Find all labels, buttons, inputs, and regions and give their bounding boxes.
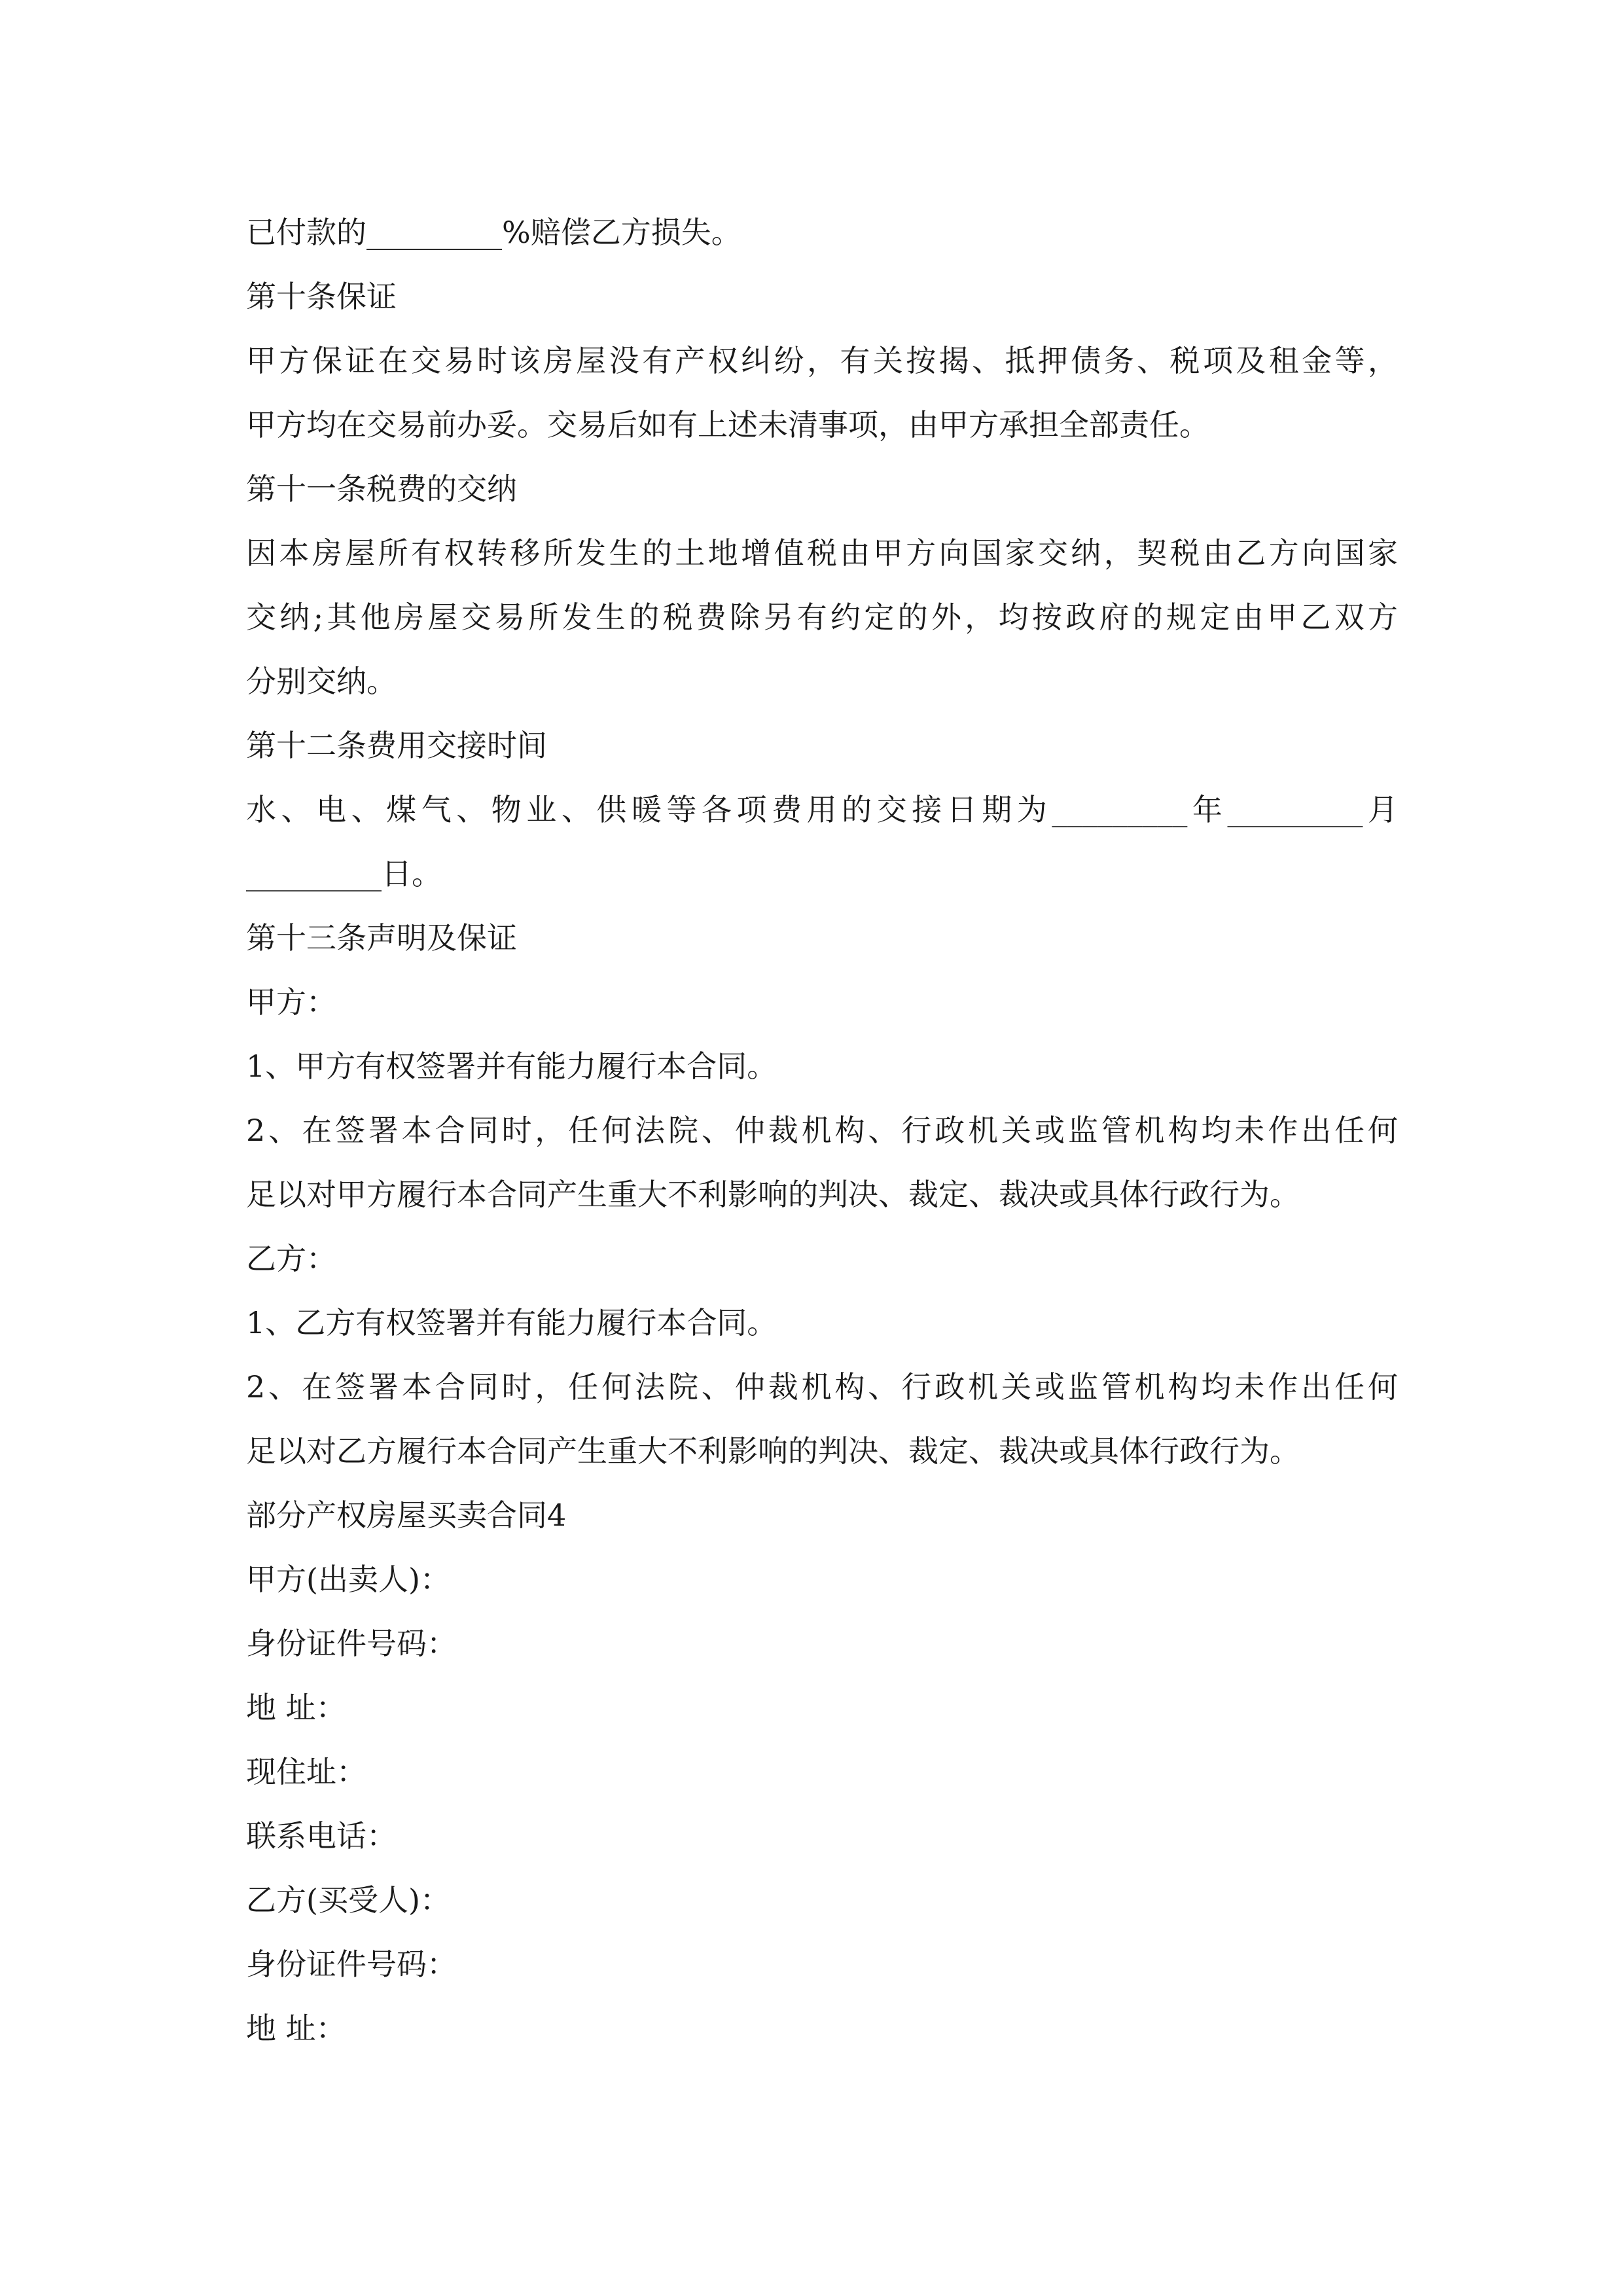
document-body [246, 200, 1398, 2060]
form-field-label: 乙方(买受人)： [246, 1882, 450, 1918]
section-heading: 第十二条费用交接时间 [246, 728, 547, 763]
text-line: 足以对甲方履行本合同产生重大不利影响的判决、裁定、裁决或具体行政行为。 [246, 1177, 1300, 1212]
section-heading: 第十一条税费的交纳 [246, 471, 517, 507]
form-field-label: 甲方(出卖人)： [246, 1562, 450, 1597]
section-heading: 第十条保证 [246, 279, 397, 314]
form-field-label: 地 址： [246, 1690, 346, 1725]
text-line: 已付款的_________%赔偿乙方损失。 [246, 215, 741, 250]
text-line: 甲方均在交易前办妥。交易后如有上述未清事项，由甲方承担全部责任。 [246, 407, 1209, 442]
text-line: 交纳;其他房屋交易所发生的税费除另有约定的外，均按政府的规定由甲乙双方 [246, 600, 1398, 635]
party-label: 甲方： [246, 984, 336, 1020]
text-line: 甲方保证在交易时该房屋没有产权纠纷，有关按揭、抵押债务、税项及租金等， [246, 343, 1398, 378]
text-line: 分别交纳。 [246, 664, 397, 699]
contract-title: 部分产权房屋买卖合同4 [246, 1498, 567, 1533]
text-line: 足以对乙方履行本合同产生重大不利影响的判决、裁定、裁决或具体行政行为。 [246, 1433, 1300, 1469]
form-field-label: 身份证件号码： [246, 1626, 457, 1661]
form-field-label: 现住址： [246, 1754, 366, 1789]
text-line: _________日。 [246, 856, 442, 891]
text-line: 1、甲方有权签署并有能力履行本合同。 [246, 1049, 777, 1084]
text-line: 水、电、煤气、物业、供暖等各项费用的交接日期为_________年_________月 [246, 792, 1398, 827]
form-field-label: 地 址： [246, 2011, 346, 2046]
text-line: 2、在签署本合同时，任何法院、仲裁机构、行政机关或监管机构均未作出任何 [246, 1113, 1398, 1148]
party-label: 乙方： [246, 1241, 336, 1276]
text-line: 因本房屋所有权转移所发生的土地增值税由甲方向国家交纳，契税由乙方向国家 [246, 535, 1398, 571]
section-heading: 第十三条声明及保证 [246, 920, 517, 956]
text-line: 1、乙方有权签署并有能力履行本合同。 [246, 1305, 777, 1340]
form-field-label: 联系电话： [246, 1818, 397, 1854]
text-line: 2、在签署本合同时，任何法院、仲裁机构、行政机关或监管机构均未作出任何 [246, 1369, 1398, 1405]
form-field-label: 身份证件号码： [246, 1946, 457, 1982]
